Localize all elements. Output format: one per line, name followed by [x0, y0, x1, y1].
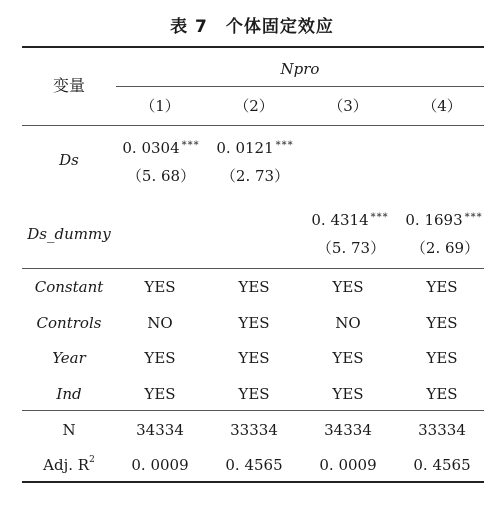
ds-tstat-2: （2. 73） [220, 167, 290, 185]
controls-4: YES [426, 314, 458, 332]
row-label-adj-r2: Adj. $R^2$ [43, 455, 95, 474]
year-3: YES [332, 349, 364, 367]
ind-3: YES [332, 385, 364, 403]
ind-2: YES [238, 385, 270, 403]
column-header-2: （2） [234, 97, 274, 115]
ds-sig-2: *** [275, 140, 294, 151]
ds-dummy-tstat-3: （5. 73） [316, 239, 386, 257]
n-4: 33334 [418, 421, 466, 439]
ds-dummy-tstat-4: （2. 69） [410, 239, 480, 257]
adj-r2-2: 0. 4565 [225, 456, 283, 474]
header-sub-rule [116, 86, 484, 87]
header-rule [22, 125, 484, 126]
controls-2: YES [238, 314, 270, 332]
coef-section-rule [22, 268, 484, 269]
ind-4: YES [426, 385, 458, 403]
column-header-3: （3） [328, 97, 368, 115]
constant-4: YES [426, 278, 458, 296]
ds-dummy-coef-4: 0. 1693 *** [405, 211, 483, 229]
column-header-4: （4） [422, 97, 462, 115]
adj-r2-3: 0. 0009 [319, 456, 377, 474]
controls-1: NO [147, 314, 173, 332]
year-1: YES [144, 349, 176, 367]
row-label-n: N [62, 421, 76, 439]
ds-sig-1: *** [181, 140, 200, 151]
column-header-1: （1） [140, 97, 180, 115]
ds-dummy-sig-4: *** [464, 212, 483, 223]
adj-r2-4: 0. 4565 [413, 456, 471, 474]
bottom-rule [22, 481, 484, 483]
dependent-variable-header: Npro [280, 60, 320, 78]
year-4: YES [426, 349, 458, 367]
row-label-controls: Controls [36, 314, 102, 332]
constant-3: YES [332, 278, 364, 296]
ds-tstat-1: （5. 68） [126, 167, 196, 185]
controls-3: NO [335, 314, 361, 332]
table-caption: 个体固定效应 [225, 17, 334, 37]
table-number: 表 7 [170, 17, 208, 37]
adj-r2-1: 0. 0009 [131, 456, 189, 474]
ds-dummy-sig-3: *** [370, 212, 389, 223]
row-label-ind: Ind [56, 385, 82, 403]
table-title [0, 12, 500, 37]
n-1: 34334 [136, 421, 184, 439]
row-label-ds-dummy: Ds_dummy [27, 225, 111, 243]
r2-superscript: 2 [89, 455, 95, 465]
ds-coef-2: 0. 0121 *** [216, 139, 294, 157]
variable-header: 变量 [52, 76, 85, 95]
row-label-constant: Constant [34, 278, 104, 296]
row-label-year: Year [52, 349, 86, 367]
top-rule [22, 46, 484, 48]
ds-coef-1: 0. 0304 *** [122, 139, 200, 157]
ind-1: YES [144, 385, 176, 403]
year-2: YES [238, 349, 270, 367]
constant-2: YES [238, 278, 270, 296]
row-label-ds: Ds [59, 151, 79, 169]
controls-section-rule [22, 410, 484, 411]
n-2: 33334 [230, 421, 278, 439]
n-3: 34334 [324, 421, 372, 439]
constant-1: YES [144, 278, 176, 296]
ds-dummy-coef-3: 0. 4314 *** [311, 211, 389, 229]
